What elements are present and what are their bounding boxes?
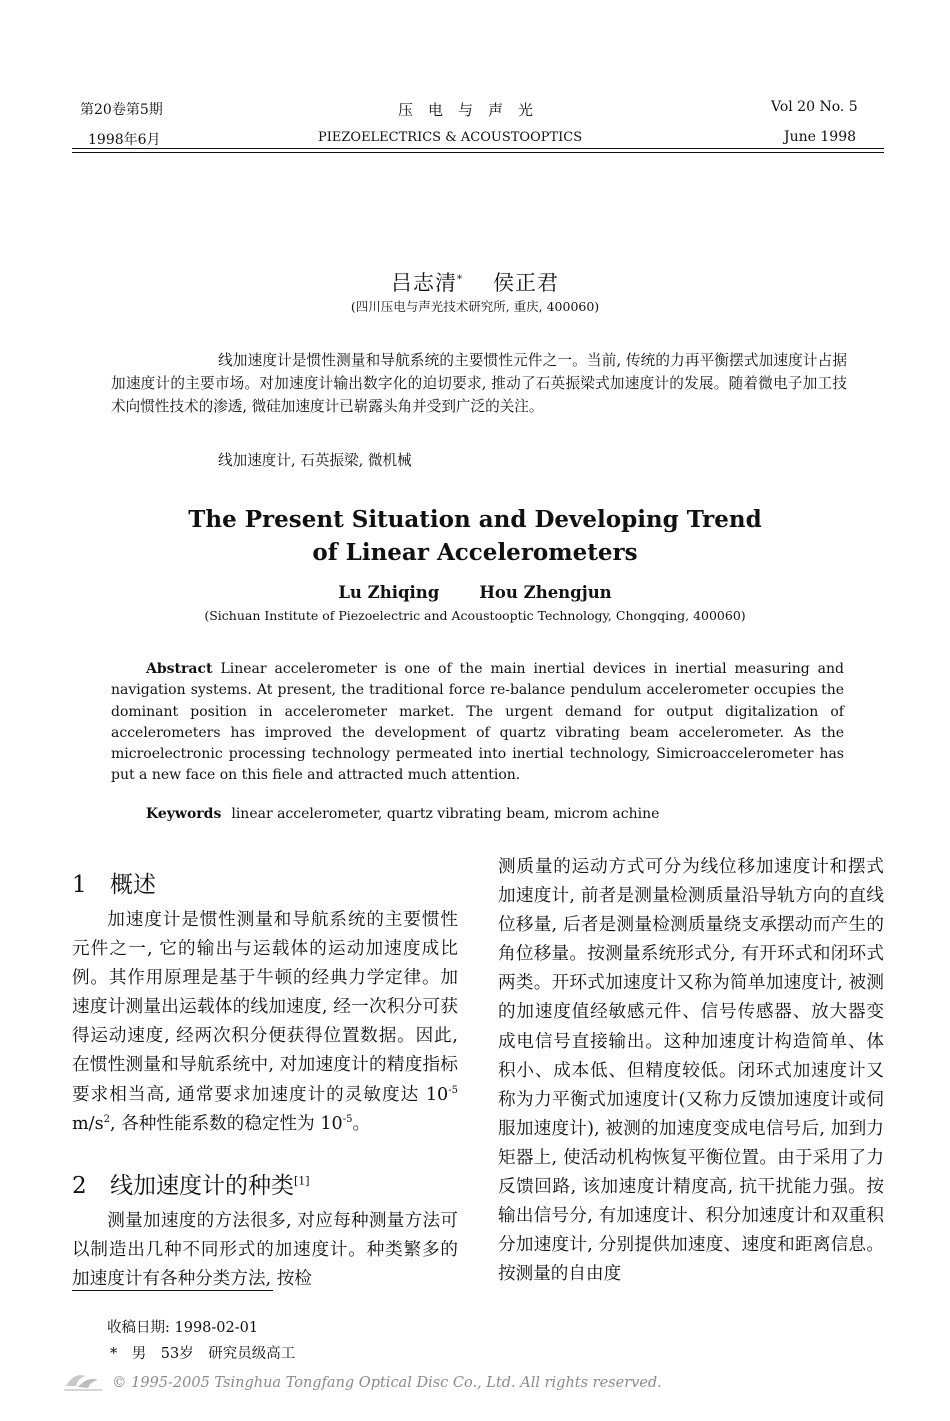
english-title: [0, 503, 950, 569]
footnote-rule: [72, 1290, 273, 1291]
keywords-en-text: linear accelerometer, quartz vibrating beam, microm achine: [231, 806, 660, 822]
section-2-text-left: 测量加速度的方法很多, 对应每种测量方法可以制造出几种不同形式的加速度计。种类繁多的加速度计有各种分类方法, 按检: [72, 1211, 458, 1290]
abstract-cn-text: 线加速度计是惯性测量和导航系统的主要惯性元件之一。当前, 传统的力再平衡摆式加速度计占据加速度计的主要市场。对加速度计输出数字化的迫切要求, 推动了石英振梁式加速度计的发展。随着微电子加工技术向惯性技术的渗透, 微硅加速度计已崭露头角并受到广泛的关注。: [111, 352, 847, 415]
footnote-received: 收稿日期: 1998-02-01: [107, 1320, 259, 1336]
section-2-heading: [72, 1167, 310, 1200]
english-title-line-1: The Present Situation and Developing Trend: [188, 506, 762, 533]
date-cn: 1998年6月: [88, 132, 161, 148]
volume-issue-cn: 第20卷第5期: [80, 102, 163, 118]
authors-cn: [0, 267, 950, 297]
footnote-author: * 男 53岁 研究员级高工: [110, 1346, 296, 1362]
header-rule-thin: [72, 152, 884, 153]
section-2-text-right: 测质量的运动方式可分为线位移加速度计和摆式加速度计, 前者是测量检测质量沿导轨方向的直线位移量, 后者是测量检测质量绕支承摆动而产生的角位移量。按测量系统形式分, 有开环式和闭环式两类。开环式加速度计又称为简单加速度计, 被测的加速度值经敏感元件、信号传感器、放大器变成电信号直接输出。这种加速度计构造简单、体积小、成本低、但精度较低。闭环式加速度计又称为力平衡式加速度计(又称力反馈加速度计或伺服加速度计), 被测的加速度变成电信号后, 加到力矩器上, 使活动机构恢复平衡位置。由于采用了力反馈回路, 该加速度计精度高, 抗干扰能力强。按输出信号分, 有加速度计、积分加速度计和双重积分加速度计, 分别提供加速度、速度和距离信息。按测量的自由度: [498, 857, 884, 1285]
author-2-en: Hou Zhengjun: [479, 583, 612, 602]
journal-title-cn: 压 电 与 声 光: [398, 101, 534, 119]
affiliation-en: (Sichuan Institute of Piezoelectric and Acoustooptic Technology, Chongqing, 400060): [204, 608, 746, 623]
exponent-3: -5: [342, 1113, 353, 1125]
author-1-mark: *: [457, 274, 463, 285]
author-1: 吕志清: [391, 271, 457, 295]
copyright-notice: © 1995-2005 Tsinghua Tongfang Optical Disc Co., Ltd. All rights reserved.: [112, 1375, 662, 1391]
section-2-number: 2: [72, 1173, 87, 1199]
authors-en: [0, 583, 950, 602]
abstract-en: [111, 659, 844, 787]
section-1-number: 1: [72, 872, 87, 898]
exponent-1: -5: [448, 1084, 458, 1096]
exponent-2: 2: [103, 1113, 111, 1125]
header-rule: [72, 148, 884, 149]
affiliation-cn: (四川压电与声光技术研究所, 重庆, 400060): [350, 299, 600, 314]
section-1-text-b: m/s: [72, 1113, 104, 1134]
section-1-heading: [72, 866, 156, 899]
author-1-en: Lu Zhiqing: [338, 583, 440, 602]
keywords-label: Keywords: [146, 806, 222, 822]
keywords-cn: 线加速度计, 石英振梁, 微机械: [218, 452, 412, 469]
journal-title-en: PIEZOELECTRICS & ACOUSTOOPTICS: [318, 130, 583, 145]
english-title-line-2: of Linear Accelerometers: [312, 539, 638, 566]
abstract-en-text: Linear accelerometer is one of the main inertial devices in inertial measuring and navigation systems. At present, the traditional force re-balance pendulum accelerometer occupies the dominant position in accelerometer market. The urgent demand for output digitalization of accelerometers has improved the development of quartz vibrating beam accelerometer. As the microelectronic processing technology permeated into inertial technology, Simicroaccelerometer has put a new face on this fiele and attracted much attention.: [111, 661, 844, 784]
author-2: 侯正君: [493, 271, 559, 295]
section-1-text-a: 加速度计是惯性测量和导航系统的主要惯性元件之一, 它的输出与运载体的运动加速度成比例。其作用原理是基于牛顿的经典力学定律。加速度计测量出运载体的线加速度, 经一次积分可获得运动速度, 经两次积分便获得位置数据。因此, 在惯性测量和导航系统中, 对加速度计的精度指标要求相当高, 通常要求加速度计的灵敏度达 10: [72, 910, 458, 1105]
section-2-body-right: [498, 853, 884, 1289]
volume-issue-en: Vol 20 No. 5: [771, 99, 858, 115]
section-1-text-d: 。: [352, 1113, 371, 1134]
publisher-logo-icon: [60, 1368, 108, 1394]
section-1-body: [72, 906, 458, 1139]
abstract-label: Abstract: [146, 661, 213, 677]
keywords-en: [146, 806, 659, 822]
section-1-text-c: , 各种性能系数的稳定性为 10: [110, 1113, 343, 1134]
section-2-body-left: [72, 1207, 458, 1294]
section-2-ref: [1]: [294, 1174, 310, 1188]
section-2-title: 线加速度计的种类: [110, 1173, 294, 1199]
date-en: June 1998: [784, 129, 857, 145]
abstract-cn: [111, 349, 847, 418]
section-1-title: 概述: [110, 872, 156, 898]
